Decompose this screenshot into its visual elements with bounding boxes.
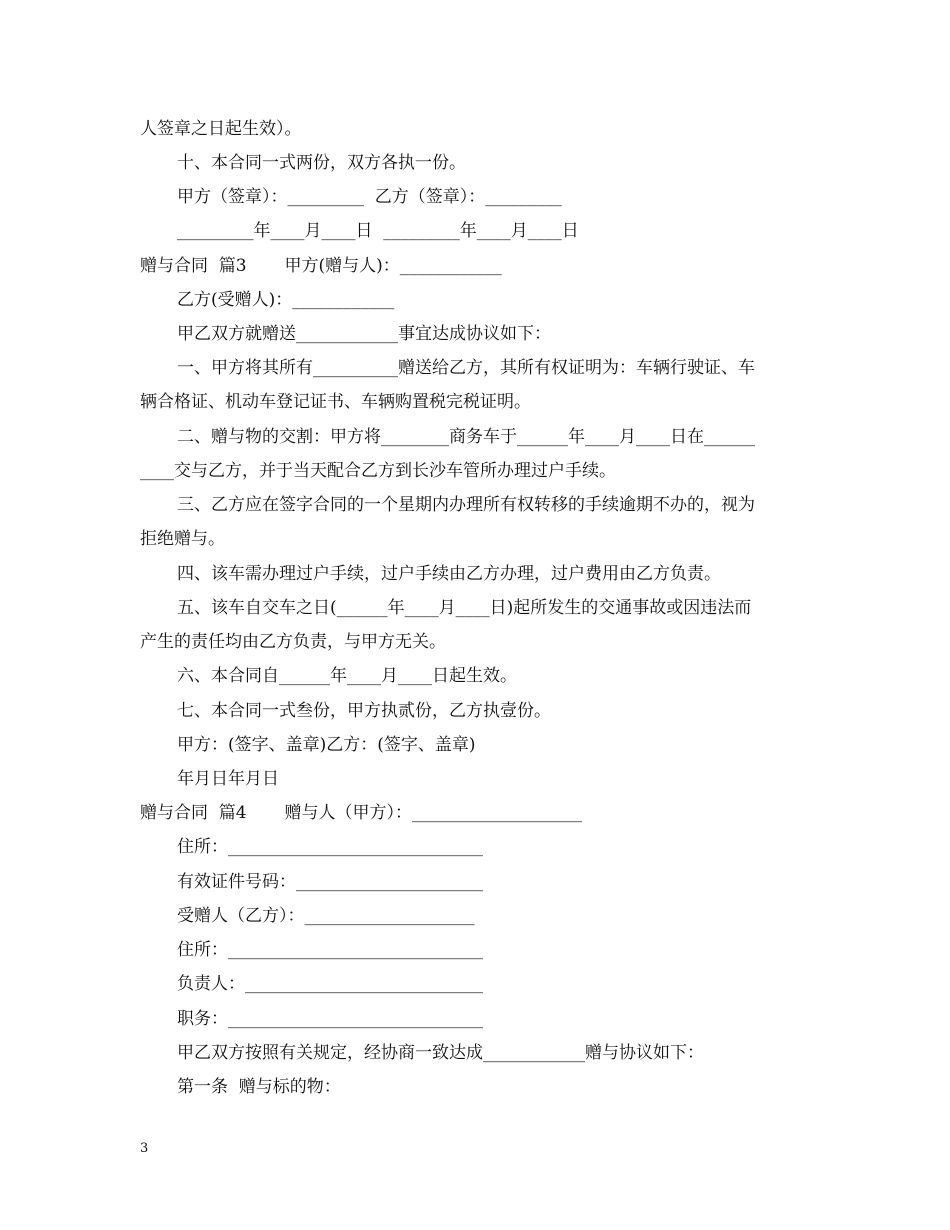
text-line: 七、本合同一式叁份，甲方执贰份，乙方执壹份。 <box>177 701 551 721</box>
text-line: 人签章之日起生效）。 <box>140 119 302 139</box>
text-line: 第一条 赠与标的物： <box>177 1077 341 1097</box>
text-line: 一、甲方将其所有__________赠送给乙方，其所有权证明为：车辆行驶证、车 <box>177 358 755 378</box>
text-line: 甲方（签章）：_________ 乙方（签章）：_________ <box>177 187 562 207</box>
text-line: 甲方：(签字、盖章)乙方：(签字、盖章) <box>177 735 476 755</box>
text-line: 甲乙双方按照有关规定，经协商一致达成____________赠与协议如下： <box>177 1043 704 1063</box>
text-line: 产生的责任均由乙方负责，与甲方无关。 <box>140 632 446 652</box>
text-line: 住所：______________________________ <box>177 940 483 960</box>
text-line: 职务：______________________________ <box>177 1009 483 1029</box>
text-line: 辆合格证、机动车登记证书、车辆购置税完税证明。 <box>140 392 531 412</box>
section-heading: 赠与合同 篇3 甲方(赠与人)：____________ <box>140 256 502 276</box>
text-line: 住所：______________________________ <box>177 837 483 857</box>
text-line: 甲乙双方就赠送____________事宜达成协议如下： <box>177 324 551 344</box>
text-line: _________年____月____日 _________年____月____日 <box>177 221 579 241</box>
text-line: 年月日年月日 <box>177 769 279 789</box>
text-line: 负责人：____________________________ <box>177 974 483 994</box>
text-line: 二、赠与物的交割：甲方将________商务车于______年____月____日在______ <box>177 427 755 447</box>
text-line: 四、该车需办理过户手续，过户手续由乙方办理，过户费用由乙方负责。 <box>177 564 721 584</box>
text-line: 受赠人（乙方）：____________________ <box>177 906 475 926</box>
text-line: 三、乙方应在签字合同的一个星期内办理所有权转移的手续逾期不办的，视为 <box>177 495 755 515</box>
text-line: 十、本合同一式两份，双方各执一份。 <box>177 153 466 173</box>
text-line: 五、该车自交车之日(______年____月____日)起所发生的交通事故或因违法而 <box>177 598 752 618</box>
text-line: 乙方(受赠人)：____________ <box>177 290 395 310</box>
text-line: 拒绝赠与。 <box>140 529 225 549</box>
text-line: 有效证件号码：______________________ <box>177 872 483 892</box>
page-number: 3 <box>140 1141 149 1156</box>
text-line: ____交与乙方，并于当天配合乙方到长沙车管所办理过户手续。 <box>140 461 616 481</box>
text-line: 六、本合同自______年____月____日起生效。 <box>177 666 517 686</box>
section-heading: 赠与合同 篇4 赠与人（甲方）：____________________ <box>140 803 582 823</box>
